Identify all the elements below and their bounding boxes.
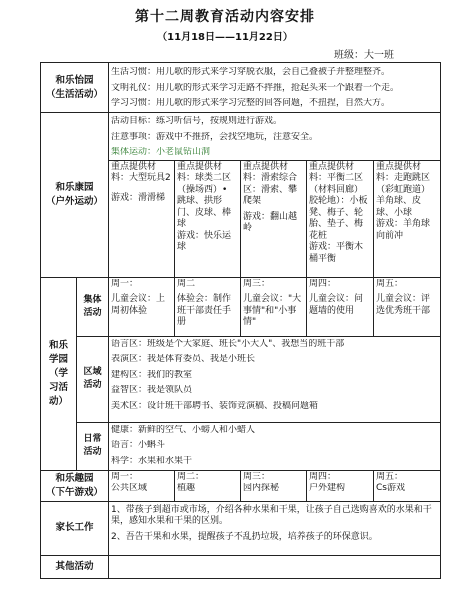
group-day-thu: 周四： 儿童会议：问题墙的使用	[307, 277, 374, 336]
routine-line: 文明礼仪：用儿歌的形式来学习走路不拌推，抢起头来一个跟着一个走。	[111, 82, 400, 93]
outdoor-day-thu: 重点提供材料：平衡二区（材料回廊）胶轮地）：小板凳、梅子、轮胎、垫子、梅花桩 游戏：平衡木桶平衡	[307, 160, 374, 277]
games-day-thu: 周四： 户外建构	[307, 470, 374, 501]
games-day-mon: 周一： 公共区域	[109, 470, 175, 501]
games-day-wed: 周三： 园内探秘	[241, 470, 307, 501]
outdoor-day-fri: 重点提供材料：走跑跳区（彩虹跑道）羊角球、皮球、小球 游戏：羊角球向前冲	[374, 160, 441, 277]
group-day-mon: 周一： 儿童会议：上周初体验	[109, 277, 175, 336]
routine-line: 学习习惯：用儿歌的形式来学习完整的回答问题，不扭捏，自然大方。	[111, 98, 391, 108]
group-day-tue: 周二 体验会：制作班干部责任手册	[175, 277, 241, 336]
class-label: 班级：大一班	[334, 50, 394, 61]
outdoor-goals: 活动目标：练习听信号，按规则进行游戏。 注意事项：游戏中不推挤，会找空地玩，注意安全。 集体运动：小老鼠钻山洞	[109, 113, 441, 161]
learning-daily-row	[41, 422, 441, 470]
area-activity-content: 语言区：班级是个大家庭、班长"小大人"、我想当的班干部 表演区：我是体育委员、我是小班长 建构区：我们的教室 益智区：我是领队员 美术区：设计班干部聘书、装饰竞演稿、投稿问题箱	[109, 336, 441, 422]
date-range: （11月18日——11月22日）	[157, 32, 293, 43]
games-row	[41, 470, 441, 501]
routine-row	[41, 63, 441, 113]
learning-group-row	[41, 277, 441, 336]
page-title: 第十二周教育活动内容安排	[135, 9, 315, 25]
outdoor-day-mon: 重点提供材料：大型玩具2 游戏：滑滑梯	[109, 160, 175, 277]
schedule-table	[40, 62, 441, 579]
outdoor-day-wed: 重点提供材料：滑索综合区：滑索、攀爬架 游戏：翻山越岭	[241, 160, 307, 277]
group-activity-label: 集体 活动	[77, 277, 109, 336]
outdoor-goal-row	[41, 113, 441, 161]
routine-section-label: 和乐怡园 （生活活动）	[41, 63, 109, 113]
outdoor-section-label: 和乐康园 （户外运动）	[41, 113, 109, 278]
games-day-tue: 周二： 植趣	[175, 470, 241, 501]
games-day-fri: 周五： Cs游戏	[374, 470, 441, 501]
other-section-label: 其他活动	[41, 555, 109, 578]
learning-section-label: 和乐 学园 （学 习活 动）	[41, 277, 77, 470]
outdoor-day-tue: 重点提供材料：球类二区（操场西）• 跳球、拱形门、皮球、棒球 游戏：快乐运球	[175, 160, 241, 277]
other-row	[41, 555, 441, 578]
games-section-label: 和乐趣园 （下午游戏）	[41, 470, 109, 501]
family-row	[41, 501, 441, 555]
area-activity-label: 区域 活动	[77, 336, 109, 422]
other-content	[109, 555, 441, 578]
routine-line: 生活习惯：用儿歌的形式来学习穿脱衣服，会自己叠被子并整理整齐。	[111, 67, 391, 77]
family-section-label: 家长工作	[41, 501, 109, 555]
learning-area-row	[41, 336, 441, 422]
family-content: 1、带孩子到超市或市场，介绍各种水果和干果，让孩子自己选购喜欢的水果和干果，感知水果和干果的区别。 2、吾告干果和水果，提醒孩子不乱扔垃圾，培养孩子的环保意识。	[109, 501, 441, 555]
routine-content	[109, 63, 441, 113]
daily-activity-content: 健康：新鲜的空气、小螃人和小蜡人 语言：小蝌斗 科学：水果和水果干	[109, 422, 441, 470]
group-day-wed: 周三： 儿童会议："大事情"和"小事情"	[241, 277, 307, 336]
group-day-fri: 周五： 儿童会议：评选优秀班干部	[374, 277, 441, 336]
daily-activity-label: 日常 活动	[77, 422, 109, 470]
